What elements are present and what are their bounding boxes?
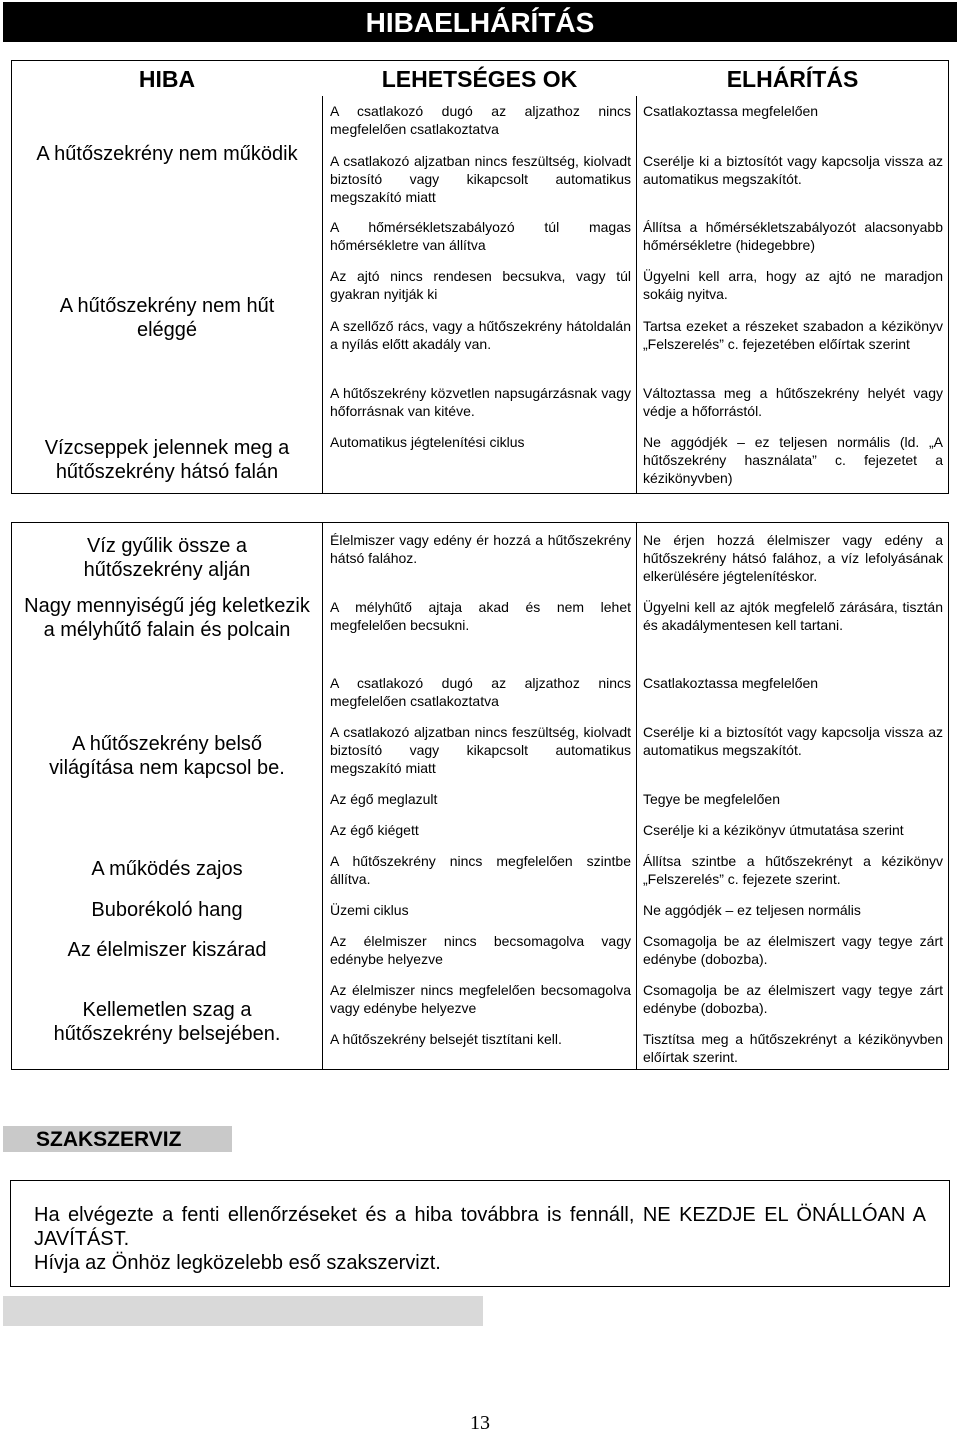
column-header-elharitas: ELHÁRÍTÁS xyxy=(726,66,859,92)
cause-16: Az élelmiszer nincs becsomagolva vagy edénybe helyezve xyxy=(330,933,631,967)
cause-3: A hőmérsékletszabályozó túl magas hőmérsékletre van állítva xyxy=(330,219,631,253)
section-title-szakszerviz: SZAKSZERVIZ xyxy=(36,1128,182,1151)
fix-18: Tisztítsa meg a hűtőszekrényt a kézikönyvben előírtak szerint. xyxy=(643,1031,943,1065)
cause-11: A csatlakozó aljzatban nincs feszültség, kiolvadt biztosító vagy kikapcsolt automatikus megszakító miatt xyxy=(330,724,631,776)
fix-3: Állítsa a hőmérsékletszabályozót alacsonyabb hőmérsékletre (hidegebbre) xyxy=(643,219,943,253)
cause-5: A szellőző rács, vagy a hűtőszekrény hátoldalán a nyílás előtt akadály van. xyxy=(330,318,631,352)
fix-8: Ne érjen hozzá élelmiszer vagy edény a hűtőszekrény hátsó falához, a víz lefolyásának elkerülésére jégtelenítéskor. xyxy=(643,532,943,584)
problem-water-bottom: Víz gyűlik össze a hűtőszekrény alján xyxy=(83,535,251,581)
fix-15: Ne aggódjék – ez teljesen normális xyxy=(643,902,861,918)
fix-14: Állítsa szintbe a hűtőszekrényt a kézikönyv „Felszerelés” c. fejezete szerint. xyxy=(643,853,943,887)
decorative-band xyxy=(3,1296,483,1326)
problem-light: A hűtőszekrény belső világítása nem kapcsol be. xyxy=(49,733,285,779)
column-header-hiba: HIBA xyxy=(138,66,196,92)
cause-10: A csatlakozó dugó az aljzathoz nincs megfelelően csatlakoztatva xyxy=(330,675,631,709)
fix-11: Cserélje ki a biztosítót vagy kapcsolja vissza az automatikus megszakítót. xyxy=(643,724,943,758)
problem-not-cooling: A hűtőszekrény nem hűt eléggé xyxy=(59,295,275,341)
table2-divider-2 xyxy=(636,522,637,1070)
cause-7: Automatikus jégtelenítési ciklus xyxy=(330,434,525,450)
fix-2: Cserélje ki a biztosítót vagy kapcsolja vissza az automatikus megszakítót. xyxy=(643,153,943,187)
cause-15: Üzemi ciklus xyxy=(330,902,409,918)
fix-10: Csatlakoztassa megfelelően xyxy=(643,675,819,691)
problem-ice-buildup: Nagy mennyiségű jég keletkezik a mélyhűtő falain és polcain xyxy=(24,595,310,641)
cause-14: A hűtőszekrény nincs megfelelően szintbe állítva. xyxy=(330,853,631,887)
fix-16: Csomagolja be az élelmiszert vagy tegye zárt edénybe (dobozba). xyxy=(643,933,943,967)
cause-13: Az égő kiégett xyxy=(330,822,419,838)
cause-9: A mélyhűtő ajtaja akad és nem lehet megfelelően becsukni. xyxy=(330,599,631,633)
cause-18: A hűtőszekrény belsejét tisztítani kell. xyxy=(330,1031,562,1047)
service-notice-text: Ha elvégezte a fenti ellenőrzéseket és a hiba továbbra is fennáll, NE KEZDJE EL ÖNÁLLÓAN A JAVÍTÁST. xyxy=(34,1204,926,1250)
cause-6: A hűtőszekrény közvetlen napsugárzásnak vagy hőforrásnak van kitéve. xyxy=(330,385,631,419)
fix-17: Csomagolja be az élelmiszert vagy tegye zárt edénybe (dobozba). xyxy=(643,982,943,1016)
fix-4: Ügyelni kell arra, hogy az ajtó ne maradjon sokáig nyitva. xyxy=(643,268,943,302)
page-title: HIBAELHÁRÍTÁS xyxy=(3,2,957,42)
problem-noisy: A működés zajos xyxy=(91,858,243,880)
fix-9: Ügyelni kell az ajtók megfelelő zárására, tisztán és akadálymentesen kell tartani. xyxy=(643,599,943,633)
table2-divider-1 xyxy=(322,522,323,1070)
cause-4: Az ajtó nincs rendesen becsukva, vagy túl gyakran nyitják ki xyxy=(330,268,631,302)
cause-8: Élelmiszer vagy edény ér hozzá a hűtőszekrény hátsó falához. xyxy=(330,532,631,566)
fix-1: Csatlakoztassa megfelelően xyxy=(643,103,819,119)
problem-odor: Kellemetlen szag a hűtőszekrény belsejében. xyxy=(53,999,281,1045)
problem-bubbling: Buborékoló hang xyxy=(91,899,243,921)
problem-food-dries: Az élelmiszer kiszárad xyxy=(67,939,267,961)
fix-7: Ne aggódjék – ez teljesen normális (ld. „A hűtőszekrény használata” c. fejezetet a kézikönyvben) xyxy=(643,434,943,486)
service-call-text: Hívja az Önhöz legközelebb eső szakszervizt. xyxy=(34,1252,441,1274)
table1-divider-1 xyxy=(322,96,323,494)
problem-not-working: A hűtőszekrény nem működik xyxy=(36,143,298,165)
cause-12: Az égő meglazult xyxy=(330,791,438,807)
fix-5: Tartsa ezeket a részeket szabadon a kézikönyv „Felszerelés” c. fejezetében előírtak szerint xyxy=(643,318,943,352)
cause-2: A csatlakozó aljzatban nincs feszültség, kiolvadt biztosító vagy kikapcsolt automatikus megszakító miatt xyxy=(330,153,631,205)
fix-6: Változtassa meg a hűtőszekrény helyét vagy védje a hőforrástól. xyxy=(643,385,943,419)
column-header-lehetseges-ok: LEHETSÉGES OK xyxy=(381,66,578,92)
table1-divider-2 xyxy=(636,96,637,494)
fix-13: Cserélje ki a kézikönyv útmutatása szerint xyxy=(643,822,904,838)
cause-1: A csatlakozó dugó az aljzathoz nincs megfelelően csatlakoztatva xyxy=(330,103,631,137)
fix-12: Tegye be megfelelően xyxy=(643,791,780,807)
cause-17: Az élelmiszer nincs megfelelően becsomagolva vagy edénybe helyezve xyxy=(330,982,631,1016)
problem-water-droplets: Vízcseppek jelennek meg a hűtőszekrény hátsó falán xyxy=(44,437,290,483)
page-number: 13 xyxy=(470,1412,490,1434)
